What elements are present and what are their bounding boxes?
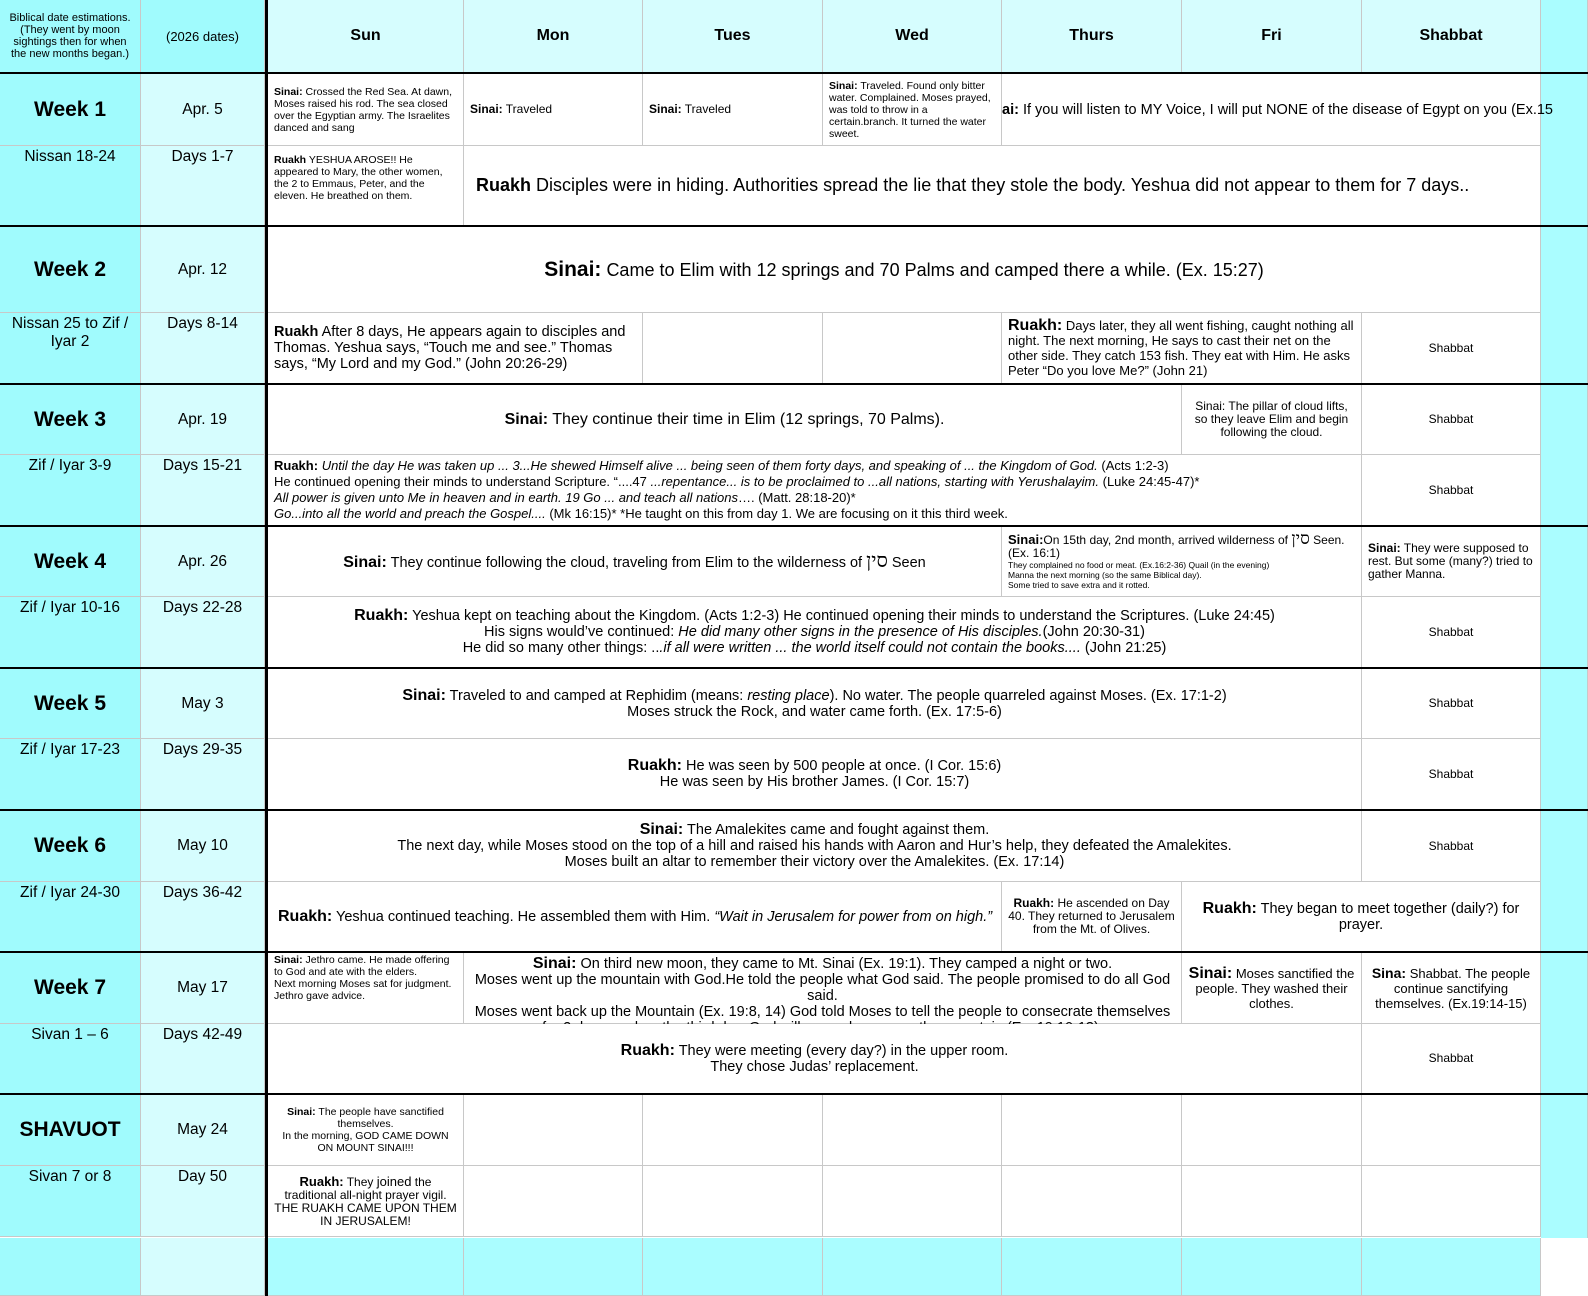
w4-ruakh-l1: Yeshua kept on teaching about the Kingdom. (Acts 1:2-3) He continued opening their minds to understand the Scriptures. (Luke 24:45) — [412, 608, 1275, 624]
w7-fri-sinai-text — [1188, 966, 1355, 1011]
ruakh-label: Ruakh: — [354, 607, 409, 624]
w3-sinai — [268, 385, 1182, 455]
w4-shabbat: Shabbat — [1362, 597, 1541, 668]
header-thurs: Thurs — [1002, 0, 1182, 73]
sinai-label: Sinai: — [343, 554, 387, 571]
shavuot-shabbat-empty-2 — [1362, 1166, 1541, 1237]
sinai-label: Sinai: — [402, 686, 446, 704]
sinai-label: Sinai: — [829, 79, 858, 92]
week-6-label: Week 6 — [0, 811, 141, 882]
header-biblical-dates — [0, 0, 141, 73]
w7-ruakh — [268, 1024, 1362, 1094]
header-divider-line — [0, 72, 1588, 74]
shavuot-sun-ruakh — [268, 1166, 464, 1237]
bottom-blank-mon — [464, 1238, 643, 1296]
w4-thu-sinai — [1002, 527, 1362, 597]
header-mon: Mon — [464, 0, 643, 73]
w7-fri-sinai — [1182, 953, 1362, 1024]
week-6-month: Zif / Iyar 24-30 — [0, 882, 141, 952]
week-7-days: Days 42-49 — [141, 1024, 265, 1094]
w3-ruakh-l2-italic: ...repentance... is to be proclaimed to ...all nations, starting with Yerushalayim. — [650, 474, 1099, 489]
w2-sinai-body: Came to Elim with 12 springs and 70 Palms and camped there a while. (Ex. 15:27) — [606, 259, 1264, 280]
bottom-blank-thurs — [1002, 1238, 1182, 1296]
week-2-date: Apr. 12 — [141, 227, 265, 313]
right-margin-header — [1541, 0, 1588, 73]
w7-mid-sinai-line1 — [533, 956, 1112, 972]
sina-label: Sina: — [1371, 964, 1407, 981]
w1-sun-ruakh-text — [274, 154, 457, 202]
w7-mid-sinai-line3: Moses went back up the Mountain (Ex. 19:8, 14) God told Moses to tell the people to consecrate themselves — [474, 1004, 1171, 1020]
shavuot-fri-empty-2 — [1182, 1166, 1362, 1237]
w5-ruakh — [268, 739, 1362, 810]
w1-sun-sinai-body: Crossed the Red Sea. At dawn, Moses raised his rod. The sea closed over the Egyptian army. The Israelites danced and sang — [274, 85, 453, 134]
shavuot-shabbat-empty — [1362, 1095, 1541, 1166]
w4-ruakh-l3-a: He did so many other things: .. — [462, 640, 660, 656]
week-1-month: Nissan 18-24 — [0, 146, 141, 226]
w7-shabbat: Shabbat — [1362, 1024, 1541, 1094]
bottom-blank-sun — [268, 1238, 464, 1296]
shavuot-wed-empty — [823, 1095, 1002, 1166]
w4-thu-small-3: Some tried to save extra and it rotted. — [1008, 580, 1150, 590]
right-margin — [1541, 73, 1588, 1238]
w2-sinai-text — [544, 259, 1264, 281]
week-1-divider-line — [0, 225, 1588, 227]
w4-ruakh-line2 — [484, 624, 1145, 640]
w1-tue-sinai-text — [649, 103, 731, 116]
week-3-date: Apr. 19 — [141, 385, 265, 455]
w1-thu-sinai-text — [1002, 102, 1553, 118]
w2-thu-ruakh — [1002, 313, 1362, 384]
w4-ruakh-line3 — [463, 640, 1167, 656]
w3-ruakh-line3 — [274, 490, 856, 506]
sinai-label: Sinai: — [639, 821, 684, 838]
w5-ruakh-line1 — [628, 758, 1001, 774]
w4-ruakh-line1 — [354, 608, 1275, 624]
shavuot-wed-empty-2 — [823, 1166, 1002, 1237]
w5-sinai-l1-italic: resting place — [747, 687, 830, 704]
ruakh-label: Ruakh — [476, 175, 532, 195]
shavuot-ruakh-a: They — [346, 1174, 377, 1189]
w2-shabbat: Shabbat — [1362, 313, 1541, 384]
w1-sun-sinai — [268, 74, 464, 146]
week-5-divider-line — [0, 809, 1588, 811]
sinai-label: Sinai: — [532, 955, 577, 972]
shavuot-sun-sinai — [268, 1095, 464, 1166]
shavuot-tues-empty — [643, 1095, 823, 1166]
w7-ruakh-line1 — [621, 1043, 1009, 1059]
shavuot-thurs-empty-2 — [1002, 1166, 1182, 1237]
w7-sun-sinai-body: Jethro came. He made offering to God and ate with the elders. — [274, 954, 450, 978]
bottom-blank-wed — [823, 1238, 1002, 1296]
header-2026-dates-text: (2026 dates) — [166, 28, 239, 44]
week-4-divider-line — [0, 667, 1588, 669]
w2-tue-empty — [643, 313, 823, 384]
w6-sinai-line2: The next day, while Moses stood on the top of a hill and raised his hands with Aaron and Hur’s help, they defeated the Amalekites. — [397, 838, 1232, 854]
ruakh-label: Ruakh: — [274, 458, 319, 473]
header-wed: Wed — [823, 0, 1002, 73]
ruakh-label: Ruakh: — [299, 1173, 344, 1189]
w4-sat-sinai-body: They were supposed to rest. But some (many?) tried to gather Manna. — [1368, 541, 1533, 581]
w6-fri-ruakh — [1182, 882, 1541, 952]
w2-sun-ruakh — [268, 313, 643, 384]
w1-wed-sinai — [823, 74, 1002, 146]
week-2-month: Nissan 25 to Zif / Iyar 2 — [0, 313, 141, 384]
w6-sinai-line3: Moses built an altar to remember their victory over the Amalekites. (Ex. 17:14) — [564, 854, 1065, 870]
week-1-days: Days 1-7 — [141, 146, 265, 226]
w5-sinai-line1 — [402, 688, 1226, 704]
w3-ruakh-line2 — [274, 474, 1199, 490]
week-3-label: Week 3 — [0, 385, 141, 455]
w4-sat-sinai — [1362, 527, 1541, 597]
week-5-label: Week 5 — [0, 669, 141, 739]
shavuot-label: SHAVUOT — [0, 1095, 141, 1166]
w5-sinai-line2: Moses struck the Rock, and water came forth. (Ex. 17:5-6) — [627, 703, 1002, 720]
w7-ruakh-line2: They chose Judas’ replacement. — [710, 1058, 919, 1075]
w3-ruakh-l2-ref: (Luke 24:45-47)* — [1099, 474, 1200, 489]
w7-sun-sinai-line1 — [274, 954, 457, 978]
week-4-days: Days 22-28 — [141, 597, 265, 668]
header-sun: Sun — [268, 0, 464, 73]
w5-shabbat-2: Shabbat — [1362, 739, 1541, 810]
shavuot-sun-sinai-line1 — [274, 1106, 457, 1130]
w4-thu-sinai-ref: (Ex. 16:1) — [1008, 546, 1061, 560]
week-2-divider-line — [0, 383, 1588, 385]
shavuot-date: May 24 — [141, 1095, 265, 1166]
w3-shabbat-1: Shabbat — [1362, 385, 1541, 455]
week-3-days: Days 15-21 — [141, 455, 265, 526]
w6-thu-ruakh-text — [1008, 897, 1175, 936]
w6-ruakh-a: Yeshua continued teaching. He assembled them with Him. — [336, 908, 715, 925]
w4-thu-line1 — [1008, 529, 1345, 549]
w7-sun-sinai-line2: Next morning Moses sat for judgment. Jethro gave advice. — [274, 978, 452, 1002]
w4-thu-sinai-a: On 15th day, 2nd month, arrived wilderness of — [1043, 533, 1288, 547]
ruakh-label: Ruakh — [274, 154, 307, 166]
w3-sinai-text — [505, 411, 945, 429]
w6-fri-ruakh-body: They began to meet together (daily?) for prayer. — [1260, 900, 1520, 933]
week-6-days: Days 36-42 — [141, 882, 265, 952]
w7-sat-sinai — [1362, 953, 1541, 1024]
w1-ruakh-rest-text — [476, 175, 1469, 196]
w7-mid-sinai-line2: Moses went up the mountain with God.He told the people what God said. The people promised to do all God said. — [474, 972, 1171, 1004]
week-1-label: Week 1 — [0, 74, 141, 146]
ruakh-label: Ruakh: — [278, 907, 333, 925]
w1-tue-sinai-body: Traveled — [684, 102, 732, 116]
shavuot-ruakh-b: joined — [376, 1173, 412, 1189]
ruakh-label: Ruakh: — [1013, 896, 1055, 910]
w1-thu-sat-sinai — [1002, 74, 1553, 146]
w1-sun-ruakh — [268, 146, 464, 226]
w6-thu-ruakh-body: He ascended on Day 40. They returned to Jerusalem from the Mt. of Olives. — [1008, 896, 1175, 936]
bottom-blank-tues — [643, 1238, 823, 1296]
week-4-date: Apr. 26 — [141, 527, 265, 597]
shavuot-month: Sivan 7 or 8 — [0, 1166, 141, 1237]
week-4-month: Zif / Iyar 10-16 — [0, 597, 141, 668]
w7-mid-sinai-l1: On third new moon, they came to Mt. Sinai (Ex. 19:1). They camped a night or two. — [580, 956, 1113, 972]
week-7-label: Week 7 — [0, 953, 141, 1024]
w5-ruakh-line2: He was seen by His brother James. (I Cor. 15:7) — [659, 774, 970, 790]
w6-shabbat: Shabbat — [1362, 811, 1541, 882]
w1-sun-ruakh-body: YESHUA AROSE!! He appeared to Mary, the other women, the 2 to Emmaus, Peter, and the eleven. He breathed on them. — [274, 154, 443, 202]
week-5-month: Zif / Iyar 17-23 — [0, 739, 141, 810]
shavuot-thurs-empty — [1002, 1095, 1182, 1166]
sinai-label: Sinai: — [544, 257, 602, 281]
header-fri: Fri — [1182, 0, 1362, 73]
w4-ruakh-l2-ref: (John 20:30-31) — [1042, 624, 1145, 640]
ruakh-label: Ruakh: — [627, 757, 683, 774]
week-6-divider-line — [0, 951, 1588, 953]
sinai-label-cut: ai: — [1002, 101, 1019, 118]
week-2-days: Days 8-14 — [141, 313, 265, 384]
week-7-month: Sivan 1 – 6 — [0, 1024, 141, 1094]
week-5-days: Days 29-35 — [141, 739, 265, 810]
w3-ruakh-l3-italic: All power is given unto Me in heaven and in earth. 19 Go ... and teach all nations — [274, 490, 738, 505]
shavuot-tues-empty-2 — [643, 1166, 823, 1237]
ruakh-label: Ruakh: — [1202, 899, 1257, 917]
w2-sun-ruakh-body: After 8 days, He appears again to disciples and Thomas. Yeshua says, “Touch me and see.” Thomas says, “My Lord and my God.” (John 20:26-29) — [274, 324, 626, 372]
week-6-date: May 10 — [141, 811, 265, 882]
w7-mid-sinai — [464, 953, 1182, 1024]
sinai-label: Sinai: — [287, 1106, 316, 1118]
w2-thu-ruakh-body: Days later, they all went fishing, caught nothing all night. The next morning, He says to cast their net on the other side. They catch 153 fish. They eat with Him. He asks Peter “Do you love Me?” (John 21) — [1008, 318, 1354, 378]
w3-ruakh-l1-ref: (Acts 1:2-3) — [1097, 458, 1169, 473]
hebrew-sin: סין — [866, 548, 888, 572]
header-shabbat: Shabbat — [1362, 0, 1541, 73]
header-2026-dates — [141, 0, 265, 73]
w3-ruakh — [268, 455, 1362, 526]
shavuot-sun-ruakh-text — [274, 1175, 457, 1228]
week-1-date: Apr. 5 — [141, 74, 265, 146]
w6-ruakh-text — [278, 909, 992, 925]
sinai-label: Sinai: — [470, 102, 503, 116]
ruakh-label: Ruakh — [274, 324, 319, 340]
w5-ruakh-l1: He was seen by 500 people at once. (I Cor. 15:6) — [686, 758, 1002, 774]
w4-ruakh-l3-italic: .if all were written ... the world itself could not contain the books.... — [659, 640, 1081, 656]
week-7-date: May 17 — [141, 953, 265, 1024]
w3-fri-sinai-text — [1188, 400, 1355, 439]
w2-sinai — [268, 227, 1541, 313]
w5-sinai-l1-r: ). No water. The people quarreled against Moses. (Ex. 17:1-2) — [829, 687, 1227, 704]
w1-ruakh-rest-body: Disciples were in hiding. Authorities spread the lie that they stole the body. Yeshua did not appear to them for 7 days.. — [536, 175, 1470, 195]
w7-sat-sinai-text — [1368, 966, 1534, 1011]
shavuot-ruakh-c: the traditional all-night prayer vigil. THE RUAKH CAME UPON THEM IN JERUSALEM! — [274, 1174, 457, 1228]
w6-sinai-line1 — [640, 822, 990, 838]
w3-ruakh-l4-italic: Go...into all the world and preach the Gospel.... — [274, 506, 546, 521]
shavuot-fri-empty — [1182, 1095, 1362, 1166]
w4-ruakh-l3-ref: (John 21:25) — [1080, 640, 1167, 656]
w4-sinai-body: They continue following the cloud, traveling from Elim to the wilderness of — [390, 555, 863, 571]
week-7-divider-line — [0, 1093, 1588, 1095]
w3-sinai-body: They continue their time in Elim (12 springs, 70 Palms). — [552, 410, 945, 428]
w6-sinai-l1: The Amalekites came and fought against them. — [687, 822, 990, 838]
sinai-label: Sinai: — [274, 954, 303, 966]
w3-shabbat-2: Shabbat — [1362, 455, 1541, 526]
shavuot-mon-empty-2 — [464, 1166, 643, 1237]
hebrew-sin: סין — [1291, 529, 1310, 549]
w1-mon-sinai — [464, 74, 643, 146]
w2-thu-ruakh-text — [1008, 318, 1355, 378]
w7-sun-sinai — [268, 953, 464, 1024]
w1-mon-sinai-text — [470, 103, 552, 116]
sinai-label: Sinai: — [1195, 399, 1226, 413]
w3-ruakh-l2-a: He continued opening their minds to understand Scripture. “....47 — [274, 474, 651, 489]
w4-sinai — [268, 527, 1002, 597]
w4-sinai-text — [343, 548, 926, 572]
w4-thu-sinai-b: Seen. — [1313, 533, 1345, 547]
w1-ruakh-rest — [464, 146, 1541, 226]
w2-sun-ruakh-text — [274, 324, 636, 372]
bottom-blank-fri — [1182, 1238, 1362, 1296]
ruakh-label: Ruakh: — [1008, 317, 1063, 334]
shavuot-days: Day 50 — [141, 1166, 265, 1237]
w1-wed-sinai-body: Traveled. Found only bitter water. Complained. Moses prayed, was told to throw in a certain.branch. It turned the water sweet. — [829, 79, 991, 140]
w6-thu-ruakh — [1002, 882, 1182, 952]
w4-ruakh-l2-italic: He did many other signs in the presence of His disciples. — [678, 624, 1043, 640]
w5-sinai — [268, 669, 1362, 739]
w5-shabbat-1: Shabbat — [1362, 669, 1541, 739]
w3-fri-sinai-body: The pillar of cloud lifts, so they leave Elim and begin following the cloud. — [1194, 399, 1349, 439]
w3-ruakh-l3-ref: …. (Matt. 28:18-20)* — [737, 490, 856, 505]
sinai-label: Sinai: — [649, 102, 682, 116]
w6-ruakh-italic: “Wait in Jerusalem for power from on high.” — [714, 908, 993, 925]
w4-ruakh — [268, 597, 1362, 668]
shavuot-sun-sinai-line2: In the morning, GOD CAME DOWN ON MOUNT SINAI!!! — [282, 1130, 449, 1154]
bottom-blank-2 — [141, 1238, 265, 1296]
w1-sun-sinai-text — [274, 86, 457, 134]
sinai-label: Sinai: — [1008, 532, 1044, 547]
w4-sat-sinai-text — [1368, 542, 1534, 581]
w3-ruakh-l4-ref: (Mk 16:15)* *He taught on this from day 1. We are focusing on it this third week. — [545, 506, 1008, 521]
bottom-blank-1 — [0, 1238, 141, 1296]
week-2-label: Week 2 — [0, 227, 141, 313]
w1-wed-sinai-text — [829, 80, 995, 140]
sinai-label: Sinai: — [1368, 541, 1401, 555]
left-divider-line — [265, 0, 268, 1296]
w3-ruakh-line1 — [274, 458, 1169, 474]
week-3-divider-line — [0, 525, 1588, 527]
w4-ruakh-l2-a: His signs would’ve continued: — [484, 624, 679, 640]
bottom-blank-shabbat — [1362, 1238, 1541, 1296]
w7-sat-sinai-body: Shabbat. The people continue sanctifying themselves. (Ex.19:14-15) — [1375, 965, 1531, 1011]
w5-sinai-l1-a: Traveled to and camped at Rephidim (means: — [449, 687, 748, 704]
w3-ruakh-l1-italic: Until the day He was taken up ... 3...He shewed Himself alive ... being seen of them forty days, and speaking of ... the Kingdom of God. — [321, 458, 1098, 473]
w4-sinai-end: Seen — [891, 555, 926, 571]
w7-fri-sinai-body: Moses sanctified the people. They washed their clothes. — [1195, 965, 1355, 1011]
w3-ruakh-line4 — [274, 506, 1008, 522]
w2-wed-empty — [823, 313, 1002, 384]
ruakh-label: Ruakh: — [620, 1041, 675, 1059]
header-biblical-dates-text: Biblical date estimations. (They went by moon sightings then for when the new months began.) — [9, 12, 131, 60]
w4-thu-small-1: They complained no food or meat. (Ex.16:2-36) Quail (in the evening) — [1008, 560, 1270, 570]
w1-tue-sinai — [643, 74, 823, 146]
week-5-date: May 3 — [141, 669, 265, 739]
shavuot-sun-sinai-body: The people have sanctified themselves. — [318, 1106, 444, 1130]
week-4-label: Week 4 — [0, 527, 141, 597]
w4-thu-small-2: Manna the next morning (so the same Biblical day). — [1008, 570, 1202, 580]
week-3-month: Zif / Iyar 3-9 — [0, 455, 141, 526]
w3-fri-sinai — [1182, 385, 1362, 455]
w1-thu-sinai-body: If you will listen to MY Voice, I will put NONE of the disease of Egypt on you (Ex.15 — [1022, 101, 1553, 118]
w7-ruakh-l1: They were meeting (every day?) in the upper room. — [678, 1042, 1009, 1059]
sinai-label: Sinai: — [1188, 964, 1233, 982]
w1-mon-sinai-body: Traveled — [505, 102, 553, 116]
w6-fri-ruakh-text — [1188, 901, 1534, 933]
shavuot-mon-empty — [464, 1095, 643, 1166]
sinai-label: Sinai: — [274, 85, 303, 98]
header-tues: Tues — [643, 0, 823, 73]
sinai-label: Sinai: — [504, 410, 549, 428]
w6-ruakh — [268, 882, 1002, 952]
w6-sinai — [268, 811, 1362, 882]
